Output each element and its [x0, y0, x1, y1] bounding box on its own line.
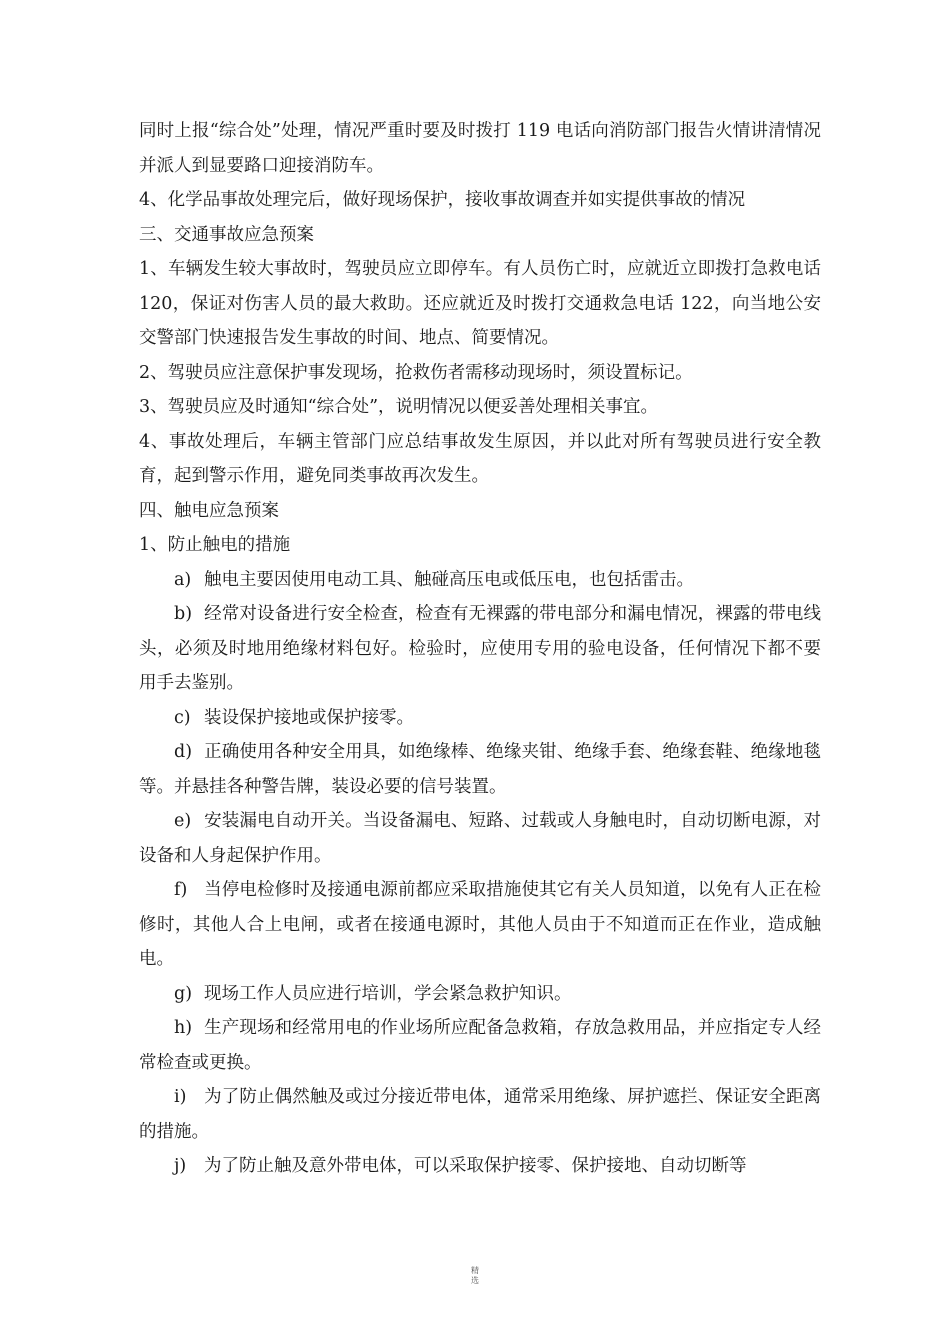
measure-item — [139, 1080, 821, 1149]
measure-text: 当停电检修时及接通电源前都应采取措施使其它有关人员知道，以免有人正在检修时，其他人合上电闸，或者在接通电源时，其他人员由于不知道而正在作业，造成触电。 — [139, 880, 821, 969]
measure-label: j) — [174, 1156, 187, 1176]
paragraph-chemical-4: 4、化学品事故处理完后，做好现场保护，接收事故调查并如实提供事故的情况 — [139, 190, 746, 210]
measure-label: f) — [174, 880, 188, 900]
measure-item — [139, 701, 821, 736]
measure-label: b) — [174, 604, 193, 624]
measure-label: g) — [174, 983, 193, 1004]
measure-label: e) — [174, 811, 192, 831]
measure-text: 为了防止触及意外带电体，可以采取保护接零、保护接地、自动切断等 — [204, 1156, 747, 1176]
document-body — [139, 114, 821, 1184]
footer-line-1: 精 — [471, 1266, 479, 1275]
footer-line-2: 选 — [471, 1276, 479, 1285]
measure-text: 为了防止偶然触及或过分接近带电体，通常采用绝缘、屏护遮拦、保证安全距离的措施。 — [139, 1087, 821, 1142]
measure-item — [139, 977, 821, 1012]
measure-item — [139, 1149, 821, 1184]
measure-text: 触电主要因使用电动工具、触碰高压电或低压电，也包括雷击。 — [204, 569, 694, 590]
measure-label: a) — [174, 569, 192, 590]
measure-label: c) — [174, 707, 191, 728]
page-footer — [0, 1266, 950, 1286]
measure-item — [139, 735, 821, 804]
measure-text: 装设保护接地或保护接零。 — [204, 707, 414, 728]
measure-label: h) — [174, 1018, 193, 1038]
measure-item — [139, 873, 821, 977]
measure-item — [139, 563, 821, 598]
measure-label: i) — [174, 1087, 187, 1107]
measure-text: 现场工作人员应进行培训，学会紧急救护知识。 — [204, 983, 572, 1004]
paragraph-traffic-3: 3、驾驶员应及时通知“综合处”，说明情况以便妥善处理相关事宜。 — [139, 397, 659, 417]
measure-label: d) — [174, 742, 193, 762]
subheading-prevention: 1、防止触电的措施 — [139, 535, 291, 555]
measure-text: 经常对设备进行安全检查，检查有无裸露的带电部分和漏电情况，裸露的带电线头，必须及时地用绝缘材料包好。检验时，应使用专用的验电设备，任何情况下都不要用手去鉴别。 — [139, 604, 821, 693]
paragraph-traffic-4: 4、事故处理后，车辆主管部门应总结事故发生原因，并以此对所有驾驶员进行安全教育，起到警示作用，避免同类事故再次发生。 — [139, 431, 821, 486]
measure-item — [139, 597, 821, 701]
measure-text: 正确使用各种安全用具，如绝缘棒、绝缘夹钳、绝缘手套、绝缘套鞋、绝缘地毯等。并悬挂各种警告牌，装设必要的信号装置。 — [139, 742, 821, 797]
measure-text: 安装漏电自动开关。当设备漏电、短路、过载或人身触电时，自动切断电源，对设备和人身起保护作用。 — [139, 811, 821, 866]
section-heading-traffic: 三、交通事故应急预案 — [139, 224, 314, 245]
paragraph-traffic-1: 1、车辆发生较大事故时，驾驶员应立即停车。有人员伤亡时，应就近立即拨打急救电话 120，保证对伤害人员的最大救助。还应就近及时拨打交通救急电话 122，向当地公安交警部门快速报告发生事故的时间、地点、简要情况。 — [139, 259, 821, 348]
measure-item — [139, 1011, 821, 1080]
paragraph-traffic-2: 2、驾驶员应注意保护事发现场，抢救伤者需移动现场时，须设置标记。 — [139, 362, 693, 383]
section-heading-electric: 四、触电应急预案 — [139, 500, 279, 521]
paragraph-fire-report: 同时上报“综合处”处理，情况严重时要及时拨打 119 电话向消防部门报告火情讲清情况并派人到显要路口迎接消防车。 — [139, 121, 821, 176]
measure-item — [139, 804, 821, 873]
measure-text: 生产现场和经常用电的作业场所应配备急救箱，存放急救用品，并应指定专人经常检查或更换。 — [139, 1018, 821, 1073]
